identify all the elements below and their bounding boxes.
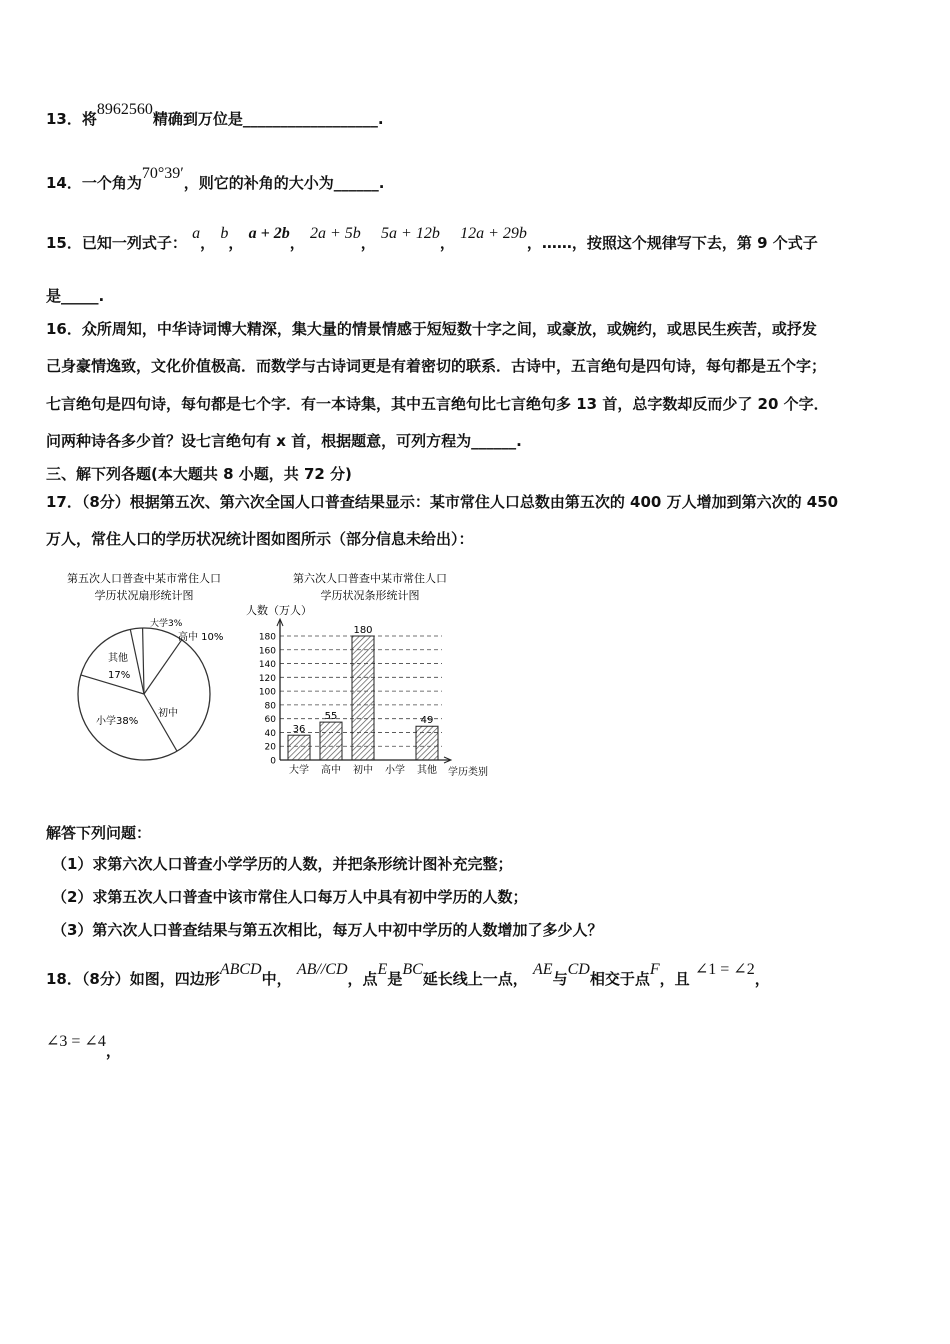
bar-category-label: 小学 xyxy=(385,765,405,776)
bar-2 xyxy=(352,636,374,760)
bar-y-tick-label: 20 xyxy=(264,742,276,753)
bar-data-label: 36 xyxy=(292,724,306,736)
pie-slice-boundary-daxue xyxy=(130,629,144,694)
question-18-line-2 xyxy=(46,1033,121,1061)
q14-blank: ______ xyxy=(333,174,379,192)
bar-data-label: 49 xyxy=(420,715,434,727)
question-13 xyxy=(46,101,384,129)
pie-label-xiaoxue: 小学38% xyxy=(96,716,139,727)
bar-y-tick-label: 60 xyxy=(264,715,276,726)
bar-data-label: 55 xyxy=(324,711,338,723)
q15-term-2: b xyxy=(220,225,229,242)
q18-text: 延长线上一点， xyxy=(422,970,528,988)
bar-category-label: 大学 xyxy=(289,765,309,776)
pie-label-chuzhong: 初中 xyxy=(158,708,178,719)
q18-math-f: F xyxy=(649,961,660,978)
q15-sep: ， xyxy=(289,234,305,252)
q18-math-e: E xyxy=(377,961,388,978)
q17-sub-3: （3）第六次人口普查结果与第五次相比，每万人中初中学历的人数增加了多少人？ xyxy=(52,921,603,939)
bar-x-axis-label: 学历类别 xyxy=(448,767,488,778)
q17-line-1: 17．（8分）根据第五次、第六次全国人口普查结果显示：某市常住人口总数由第五次的 400 万人增加到第六次的 450 xyxy=(46,493,839,511)
q17-prompt: 解答下列问题： xyxy=(46,824,152,842)
q18-text: ， xyxy=(754,970,770,988)
pie-slice-boundary-gaozhong xyxy=(143,628,144,694)
q15-sep: ， xyxy=(200,234,216,252)
question-15 xyxy=(46,225,818,253)
bar-4 xyxy=(416,726,438,760)
q15-text: ，……，按照这个规律写下去，第 9 个式子 xyxy=(526,234,818,252)
bar-y-tick-label: 180 xyxy=(258,632,276,643)
q18-text: 中， xyxy=(261,970,292,988)
q18-math-cd: CD xyxy=(567,961,590,978)
q18-text: 相交于点 xyxy=(589,970,650,988)
q18-math-bc: BC xyxy=(402,961,423,978)
bar-0 xyxy=(288,735,310,760)
bar-title-line-1: 第六次人口普查中某市常住人口 xyxy=(293,572,447,585)
bar-y-tick-label: 0 xyxy=(270,756,276,767)
bar-y-tick-label: 160 xyxy=(258,646,276,657)
q17-sub-1: （1）求第六次人口普查小学学历的人数，并把条形统计图补充完整； xyxy=(52,855,513,873)
pie-label-gaozhong: 高中 10% xyxy=(178,632,224,643)
bar-category-label: 初中 xyxy=(353,765,373,776)
bar-data-label: 180 xyxy=(353,625,373,636)
q13-end: . xyxy=(377,110,384,128)
q15-term-4: 2a + 5b xyxy=(309,225,361,242)
bar-y-tick-label: 100 xyxy=(258,687,276,698)
bar-y-tick-label: 140 xyxy=(258,660,276,671)
q16-line-3: 七言绝句是四句诗，每句都是七个字．有一本诗集，其中五言绝句比七言绝句多 13 首，总字数却反而少了 20 个字． xyxy=(46,395,829,413)
q14-number: 14．一个角为 xyxy=(46,174,142,192)
q17-line-2: 万人，常住人口的学历状况统计图如图所示（部分信息未给出）： xyxy=(46,530,474,548)
q18-text: ，且 xyxy=(659,970,690,988)
q18-text: 与 xyxy=(552,970,568,988)
pie-label-qita-name: 其他 xyxy=(108,653,128,664)
pie-label-daxue: 大学3% xyxy=(150,619,183,629)
q17-sub-2: （2）求第五次人口普查中该市常住人口每万人中具有初中学历的人数； xyxy=(52,888,528,906)
q13-number: 13．将 xyxy=(46,110,97,128)
bar-1 xyxy=(320,722,342,760)
q18-text: 是 xyxy=(387,970,403,988)
bar-y-tick-label: 80 xyxy=(264,701,276,712)
q15-term-3: a + 2b xyxy=(248,225,290,242)
pie-title-line-2: 学历状况扇形统计图 xyxy=(94,589,194,602)
pie-chart xyxy=(78,628,210,760)
q15-line-2: 是_____. xyxy=(46,287,105,305)
q18-math-angles-12: ∠1 = ∠2 xyxy=(694,961,755,978)
q14-end: . xyxy=(378,174,385,192)
pie-slice-boundary-chuzhong xyxy=(144,640,182,694)
q15-term-5: 5a + 12b xyxy=(381,225,440,242)
pie-slice-boundary-xiaoxue xyxy=(144,694,177,751)
q16-line-1: 16．众所周知，中华诗词博大精深，集大量的情景情感于短短数十字之间，或豪放，或婉约，或思民生疾苦，或抒发 xyxy=(46,320,817,338)
q18-math-parallel: AB//CD xyxy=(296,961,348,978)
bar-category-label: 其他 xyxy=(417,765,437,776)
q18-math-abcd: ABCD xyxy=(219,961,262,978)
q15-sep: ， xyxy=(360,234,376,252)
q13-blank: __________________ xyxy=(242,110,378,128)
question-18 xyxy=(46,961,770,989)
q18-text: ，点 xyxy=(347,970,378,988)
q13-text: 精确到万位是 xyxy=(152,110,243,128)
q16-line-4: 问两种诗各多少首？设七言绝句有 x 首，根据题意，可列方程为______. xyxy=(46,432,522,450)
q18-number: 18．（8分）如图，四边形 xyxy=(46,970,220,988)
statistics-figure xyxy=(50,566,490,786)
q15-term-1: a xyxy=(192,225,201,242)
bar-chart xyxy=(259,619,451,776)
q15-sep: ， xyxy=(228,234,244,252)
q14-text: ，则它的补角的大小为 xyxy=(183,174,334,192)
q15-number: 15．已知一列式子： xyxy=(46,234,187,252)
q13-value: 8962560 xyxy=(96,101,153,118)
bar-y-axis-label: 人数（万人） xyxy=(246,604,312,617)
q16-line-2: 己身豪情逸致，文化价值极高．而数学与古诗词更是有着密切的联系．古诗中，五言绝句是四句诗，每句都是五个字； xyxy=(46,357,827,375)
bar-y-tick-label: 40 xyxy=(264,728,276,739)
bar-y-tick-label: 120 xyxy=(258,673,276,684)
bar-title-line-2: 学历状况条形统计图 xyxy=(320,589,420,602)
q18-text: ， xyxy=(105,1042,121,1060)
pie-title-line-1: 第五次人口普查中某市常住人口 xyxy=(67,572,221,585)
q18-math-ae: AE xyxy=(533,961,553,978)
pie-label-qita-pct: 17% xyxy=(108,670,131,681)
q14-value: 70°39′ xyxy=(141,165,184,182)
q15-sep: ， xyxy=(439,234,455,252)
q18-math-angles-34: ∠3 = ∠4 xyxy=(46,1033,106,1050)
q15-term-6: 12a + 29b xyxy=(460,225,527,242)
section-heading: 三、解下列各题(本大题共 8 小题，共 72 分) xyxy=(46,465,352,483)
question-14 xyxy=(46,165,385,193)
bar-category-label: 高中 xyxy=(321,765,341,776)
